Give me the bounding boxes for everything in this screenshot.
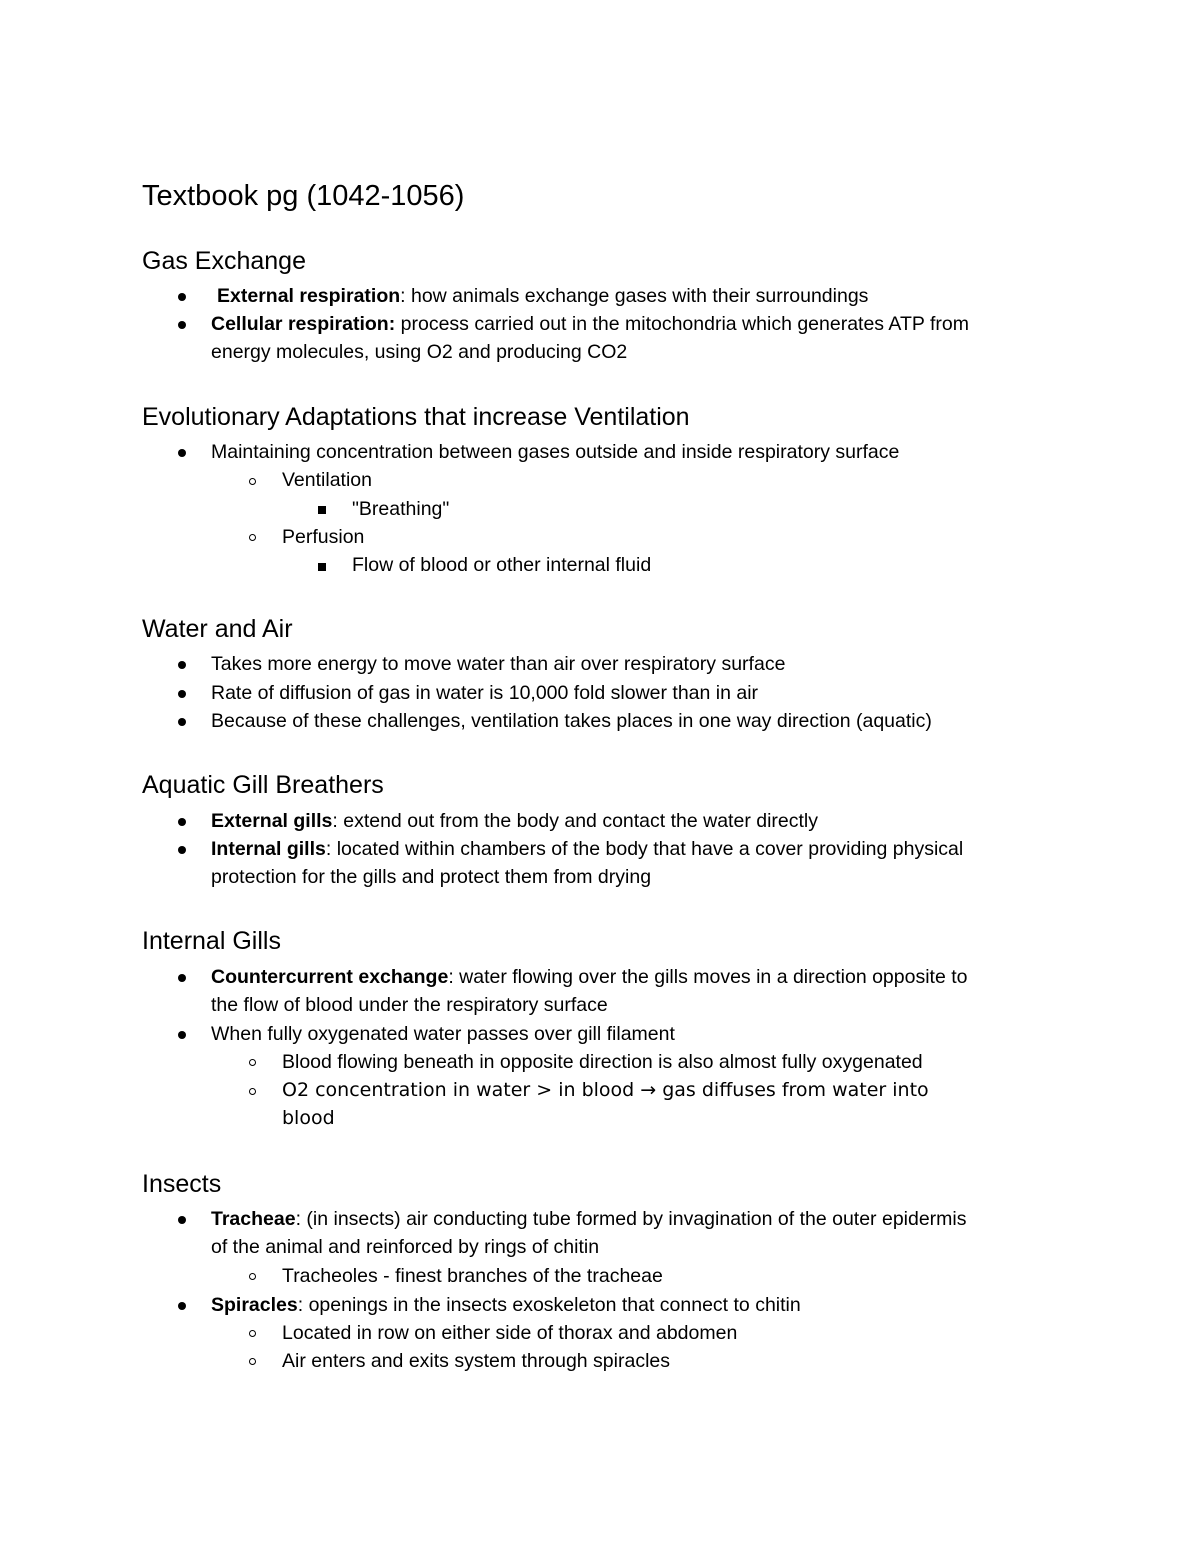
bullet-disc: [178, 1031, 186, 1039]
list-item: Because of these challenges, ventilation takes places in one way direction (aquatic): [211, 710, 932, 732]
heading-evolutionary-adaptations: Evolutionary Adaptations that increase Ventilation: [142, 403, 690, 431]
bullet-circle: [249, 1358, 256, 1365]
sub-item-ventilation: Ventilation: [282, 469, 372, 491]
list-item-continuation: of the animal and reinforced by rings of chitin: [211, 1236, 600, 1258]
term-internal-gills: Internal gills: [211, 838, 326, 860]
list-item-internal-gills: [211, 835, 963, 863]
heading-insects: Insects: [142, 1170, 222, 1198]
list-item-continuation: protection for the gills and protect them from drying: [211, 866, 652, 888]
bullet-disc: [178, 661, 186, 669]
bullet-disc: [178, 293, 186, 301]
term-spiracles: Spiracles: [211, 1294, 298, 1316]
definition-text: : openings in the insects exoskeleton that connect to chitin: [297, 1294, 801, 1316]
sub-item: Located in row on either side of thorax and abdomen: [282, 1322, 738, 1344]
bullet-disc: [178, 690, 186, 698]
document-title: Textbook pg (1042-1056): [142, 180, 465, 212]
bullet-disc: [178, 846, 186, 854]
sub-item: Tracheoles - finest branches of the tracheae: [282, 1265, 663, 1287]
heading-water-and-air: Water and Air: [142, 615, 293, 643]
bullet-circle: [249, 1273, 256, 1280]
list-item-cellular-respiration: [211, 310, 969, 338]
definition-text: process carried out in the mitochondria which generates ATP from: [395, 313, 969, 335]
term-external-gills: External gills: [211, 810, 333, 832]
sub-item: Blood flowing beneath in opposite direction is also almost fully oxygenated: [282, 1051, 923, 1073]
list-item: Rate of diffusion of gas in water is 10,000 fold slower than in air: [211, 682, 759, 704]
list-item-external-gills: [211, 807, 818, 835]
list-item-tracheae: [211, 1205, 967, 1233]
term-countercurrent-exchange: Countercurrent exchange: [211, 966, 449, 988]
sub-sub-item: Flow of blood or other internal fluid: [352, 554, 652, 576]
list-item: Takes more energy to move water than air over respiratory surface: [211, 653, 786, 675]
term-cellular-respiration: Cellular respiration:: [211, 313, 396, 335]
bullet-square: [318, 563, 326, 571]
sub-item-continuation: blood: [282, 1107, 335, 1129]
sub-item: O2 concentration in water > in blood → gas diffuses from water into: [282, 1079, 929, 1101]
list-item-external-respiration: [217, 282, 868, 310]
list-item: When fully oxygenated water passes over gill filament: [211, 1023, 675, 1045]
bullet-disc: [178, 1216, 186, 1224]
heading-gas-exchange: Gas Exchange: [142, 247, 306, 275]
sub-item: Air enters and exits system through spiracles: [282, 1350, 671, 1372]
bullet-disc: [178, 321, 186, 329]
list-item-continuation: energy molecules, using O2 and producing CO2: [211, 341, 628, 363]
bullet-disc: [178, 449, 186, 457]
list-item-continuation: the flow of blood under the respiratory surface: [211, 994, 608, 1016]
definition-text: : extend out from the body and contact the water directly: [332, 810, 818, 832]
bullet-disc: [178, 818, 186, 826]
bullet-circle: [249, 1088, 256, 1095]
term-external-respiration: External respiration: [217, 285, 401, 307]
bullet-disc: [178, 1302, 186, 1310]
bullet-circle: [249, 478, 256, 485]
bullet-square: [318, 506, 326, 514]
definition-text: : located within chambers of the body that have a cover providing physical: [325, 838, 964, 860]
list-item-countercurrent-exchange: [211, 963, 968, 991]
bullet-disc: [178, 974, 186, 982]
heading-aquatic-gill-breathers: Aquatic Gill Breathers: [142, 771, 384, 799]
list-item: Maintaining concentration between gases outside and inside respiratory surface: [211, 441, 900, 463]
bullet-circle: [249, 1330, 256, 1337]
sub-sub-item: "Breathing": [352, 498, 450, 520]
definition-text: : water flowing over the gills moves in a direction opposite to: [448, 966, 968, 988]
bullet-circle: [249, 534, 256, 541]
sub-item-perfusion: Perfusion: [282, 526, 365, 548]
bullet-circle: [249, 1059, 256, 1066]
definition-text: : how animals exchange gases with their surroundings: [400, 285, 869, 307]
heading-internal-gills: Internal Gills: [142, 927, 281, 955]
term-tracheae: Tracheae: [211, 1208, 296, 1230]
bullet-disc: [178, 718, 186, 726]
list-item-spiracles: [211, 1291, 801, 1319]
definition-text: : (in insects) air conducting tube formed by invagination of the outer epidermis: [295, 1208, 967, 1230]
